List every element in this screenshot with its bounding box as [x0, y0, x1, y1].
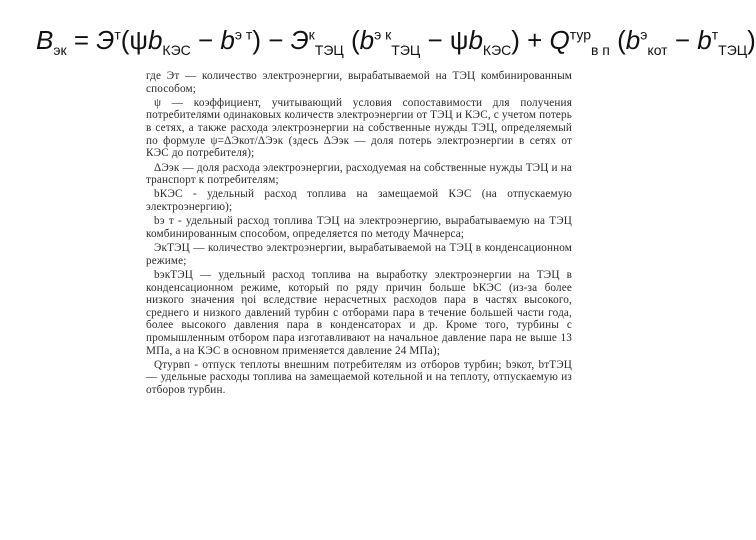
definitions-text	[146, 70, 572, 398]
definition-p2: ψ — коэффициент, учитывающий условия сопоставимости для получения потребителями одинаковых количеств электроэнергии от ТЭЦ и КЭС, с учетом потерь в сетях, а также расхода электроэнергии на собственные нужды ТЭЦ, определяемый по формуле ψ=ΔЭкот/ΔЭэк (здесь ΔЭэк — доля потерь электроэнергии в сетях от КЭС до потребителя);	[146, 96, 572, 160]
formula-header	[36, 18, 756, 66]
formula-body: = $Э^т(\psi b_{КЭС} - b^{э т}) - Э^к_{ТЭЦ}$ $(b^{э к}_{ТЭЦ} - \psi b_{КЭС}) + Q^{тур}_{в п}$ $(b^э_{кот} - b^т_{ТЭЦ})$	[73, 24, 756, 58]
definition-p7: bэкТЭЦ — удельный расход топлива на выработку электроэнергии на ТЭЦ в конденсационном режиме, который по ряду причин больше bКЭС (из-за более низкого значения ηоi вследствие нерасчетных расходов пара в частях высокого, среднего и низкого давлений турбин с отборами пара в течение большей части года, более высокого давления пара в конденсаторах и др. Кроме того, турбины с промышленным отбором пара изготавливают на начальное давление пара не выше 13 МПа, а на КЭС в основном применяется давление 24 МПа);	[146, 269, 572, 357]
definition-p1: где Эт — количество электроэнергии, вырабатываемой на ТЭЦ комбинированным способом;	[146, 70, 572, 95]
definition-p4: bКЭС - удельный расход топлива на замещаемой КЭС (на отпускаемую электроэнергию);	[146, 188, 572, 213]
definition-p6: ЭкТЭЦ — количество электроэнергии, вырабатываемой на ТЭЦ в конденсационном режиме;	[146, 242, 572, 267]
definition-p8: Qтурвп - отпуск теплоты внешним потребителям из отборов турбин; bэкот, bтТЭЦ — удельные расходы топлива на замещаемой котельной и на теплоту, отпускаемую из отборов турбин.	[146, 358, 572, 397]
definition-p3: ΔЭэк — доля расхода электроэнергии, расходуемая на собственные нужды ТЭЦ и на транспорт к потребителям;	[146, 161, 572, 187]
definition-p5: bэ т - удельный расход топлива ТЭЦ на электроэнергию, вырабатываемую на ТЭЦ комбинированным способом, определяется по методу Мачнерса;	[146, 215, 572, 240]
formula-lhs: $B_{эк}$	[36, 24, 67, 58]
